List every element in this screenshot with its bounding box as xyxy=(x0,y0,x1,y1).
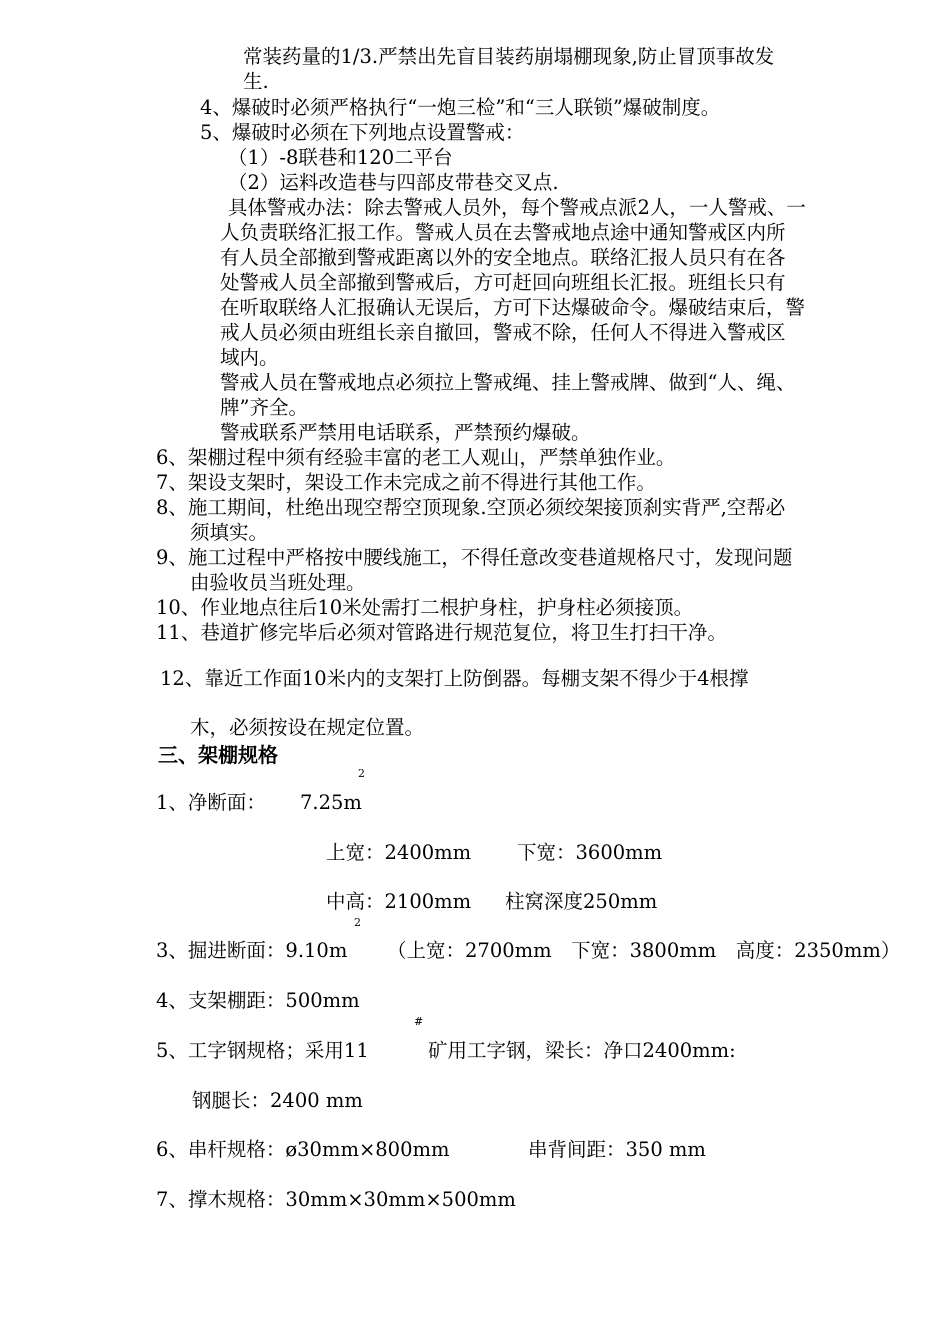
item-9-line2: 由验收员当班处理。 xyxy=(190,571,366,594)
item4-continuation-line2: 生. xyxy=(243,70,269,93)
item-8-line1: 8、施工期间，杜绝出现空帮空顶现象.空顶必须绞架接顶刹实背严,空帮必 xyxy=(156,496,786,519)
warning-method-line: 具体警戒办法：除去警戒人员外，每个警戒点派2人，一人警戒、一 xyxy=(228,196,806,219)
spec-3-superscript: 2 xyxy=(354,916,361,929)
section-3-heading: 三、架棚规格 xyxy=(158,743,278,767)
item-11: 11、巷道扩修完毕后必须对管路进行规范复位，将卫生打扫干净。 xyxy=(156,621,727,644)
spec-5-superscript: # xyxy=(414,1015,424,1028)
item-10: 10、作业地点往后10米处需打二根护身柱，护身柱必须接顶。 xyxy=(156,596,694,619)
spec-3-label: 3、掘进断面：9.10m xyxy=(156,939,348,962)
spec-1-superscript: 2 xyxy=(358,767,365,780)
spec-4: 4、支架棚距：500mm xyxy=(156,989,360,1012)
upper-width: 上宽：2400mm xyxy=(326,841,472,864)
spec-1-label: 1、净断面： xyxy=(156,791,266,814)
item-7: 7、架设支架时，架设工作未完成之前不得进行其他工作。 xyxy=(156,471,656,494)
lower-width: 下宽：3600mm xyxy=(517,841,663,864)
spec-5-part2: 矿用工字钢，梁长：净口2400mm: xyxy=(428,1039,736,1062)
item-12-line1: 12、靠近工作面10米内的支架打上防倒器。每棚支架不得少于4根撑 xyxy=(160,667,749,690)
warning-phone-line: 警戒联系严禁用电话联系，严禁预约爆破。 xyxy=(220,421,591,444)
item-12-line2: 木，必须按设在规定位置。 xyxy=(190,716,425,739)
spec-6-part1: 6、串杆规格：ø30mm×800mm xyxy=(156,1138,450,1161)
item-8-line2: 须填实。 xyxy=(190,521,269,544)
item-4: 4、爆破时必须严格执行“一炮三检”和“三人联锁”爆破制度。 xyxy=(200,96,721,119)
warning-method-line: 有人员全部撤到警戒距离以外的安全地点。联络汇报人员只有在各 xyxy=(220,246,786,269)
spec-7: 7、撑木规格：30mm×30mm×500mm xyxy=(156,1188,516,1211)
warning-rope-line: 警戒人员在警戒地点必须拉上警戒绳、挂上警戒牌、做到“人、绳、 xyxy=(220,371,796,394)
spec-1-value: 7.25m xyxy=(300,791,362,814)
item-9-line1: 9、施工过程中严格按中腰线施工，不得任意改变巷道规格尺寸，发现问题 xyxy=(156,546,793,569)
spec-5-part1: 5、工字钢规格；采用11 xyxy=(156,1039,369,1062)
spec-5-leg-length: 钢腿长：2400 mm xyxy=(192,1089,363,1112)
warning-method-line: 处警戒人员全部撤到警戒后，方可赶回向班组长汇报。班组长只有 xyxy=(220,271,786,294)
item-5-point-1: （1）-8联巷和120二平台 xyxy=(228,146,453,169)
item4-continuation-line1: 常装药量的1/3.严禁出先盲目装药崩塌棚现象,防止冒顶事故发 xyxy=(243,45,775,68)
spec-6-part2: 串背间距：350 mm xyxy=(528,1138,706,1161)
mid-height: 中高：2100mm xyxy=(326,890,472,913)
item-5-point-2: （2）运料改造巷与四部皮带巷交叉点. xyxy=(228,171,559,194)
item-6: 6、架棚过程中须有经验丰富的老工人观山，严禁单独作业。 xyxy=(156,446,676,469)
warning-method-line: 人负责联络汇报工作。警戒人员在去警戒地点途中通知警戒区内所 xyxy=(220,221,786,244)
item-5: 5、爆破时必须在下列地点设置警戒： xyxy=(200,121,525,144)
warning-method-line: 在听取联络人汇报确认无误后，方可下达爆破命令。爆破结束后，警 xyxy=(220,296,806,319)
warning-method-line: 戒人员必须由班组长亲自撤回，警戒不除，任何人不得进入警戒区 xyxy=(220,321,786,344)
nest-depth: 柱窝深度250mm xyxy=(505,890,658,913)
warning-method-line: 域内。 xyxy=(220,346,279,369)
warning-rope-line: 牌”齐全。 xyxy=(220,396,308,419)
spec-3-detail: （上宽：2700mm 下宽：3800mm 高度：2350mm） xyxy=(387,939,901,962)
